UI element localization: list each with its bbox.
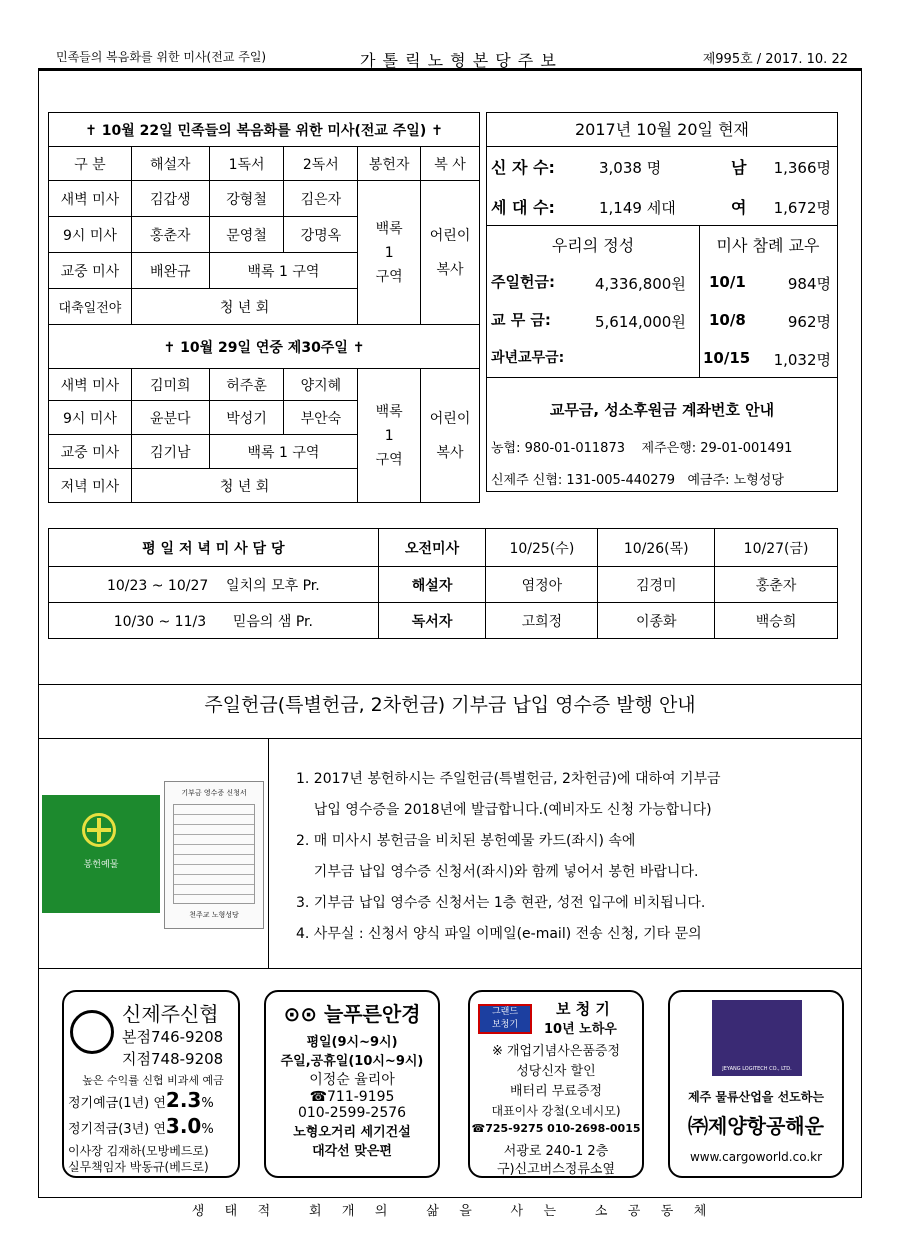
- past-dues-label: 과년교무금:: [491, 350, 565, 366]
- optical-hours-holiday: 주일,공휴일(10시~9시): [280, 1054, 424, 1069]
- ad-shipping: [668, 990, 844, 1178]
- schedule1-title: ✝ 10월 22일 민족들의 복음화를 위한 미사(전교 주일) ✝: [49, 113, 480, 147]
- hearing-address2: 구)신고버스정류소옆: [496, 1162, 616, 1177]
- ad-credit-union: [62, 990, 240, 1178]
- table-cell: 박성기: [209, 401, 284, 435]
- table-cell: 홍춘자: [715, 567, 838, 603]
- table-cell: 교중 미사: [49, 435, 132, 469]
- receipt-form-image: [164, 781, 264, 929]
- accounts-title: 교무금, 성소후원금 계좌번호 안내: [549, 401, 775, 419]
- table-cell: 김미희: [131, 369, 209, 401]
- table-cell: 염정아: [486, 567, 598, 603]
- notice-title: 주일헌금(특별헌금, 2차헌금) 기부금 납입 영수증 발행 안내: [204, 694, 696, 716]
- schedule2-title: ✝ 10월 29일 연중 제30주일 ✝: [49, 325, 480, 369]
- believers-label: 신 자 수:: [491, 158, 555, 177]
- attendance-count: 962명: [787, 313, 831, 331]
- col-offering: 봉헌자: [358, 147, 421, 181]
- branch-tel: 지점748-9208: [122, 1050, 224, 1068]
- table-cell: 백록 1 구역: [209, 435, 358, 469]
- attendance-date: 10/8: [709, 311, 746, 329]
- table-cell: 청 년 회: [131, 469, 357, 503]
- shipping-website-link[interactable]: www.cargoworld.co.kr: [689, 1150, 823, 1164]
- sunday-offering-label: 주일헌금:: [491, 273, 555, 291]
- deposit-rate-value: 2.3: [165, 1088, 202, 1112]
- notice-item: 납입 영수증을 2018년에 발급합니다.(예비자도 신청 가능합니다): [296, 802, 712, 818]
- female-label: 여: [731, 198, 747, 217]
- optical-title: [266, 998, 438, 1027]
- credit-union-logo-icon: [70, 1010, 114, 1054]
- table-cell: 부안숙: [284, 401, 358, 435]
- optical-hours-weekday: 평일(9시~9시): [306, 1035, 398, 1050]
- header-occasion: 민족들의 복음화를 위한 미사(전교 주일): [56, 50, 267, 64]
- believers-value: 3,038 명: [599, 159, 662, 177]
- savings-rate-label: 정기적금(3년) 연: [68, 1122, 166, 1137]
- notice-item: 기부금 납입 영수증 신청서(좌시)와 함께 넣어서 봉헌 바랍니다.: [296, 864, 699, 880]
- table-cell: 저녁 미사: [49, 469, 132, 503]
- hearing-address1: 서광로 240-1 2층: [503, 1144, 609, 1159]
- weekday-period: 10/23 ~ 10/27 일치의 모후 Pr.: [49, 567, 379, 603]
- table-cell: 강명옥: [284, 217, 358, 253]
- optical-address1: 노형오거리 세기건설: [293, 1125, 411, 1140]
- divider: [487, 377, 837, 378]
- male-label: 남: [731, 158, 747, 177]
- server-group: 어린이 복사: [421, 181, 480, 325]
- notice-item: 1. 2017년 봉헌하시는 주일헌금(특별헌금, 2차헌금)에 대하여 기부금: [296, 771, 721, 787]
- date-header: 10/27(금): [715, 529, 838, 567]
- main-branch-tel: 본점746-9208: [122, 1028, 224, 1046]
- households-value: 1,149 세대: [599, 199, 676, 217]
- col-division: 구 분: [49, 147, 132, 181]
- hearing-line: 배터리 무료증정: [509, 1084, 603, 1099]
- attendance-date: 10/1: [709, 273, 746, 291]
- table-cell: 교중 미사: [49, 253, 132, 289]
- female-value: 1,672명: [773, 199, 831, 217]
- hearing-title: 보 청 기: [556, 1000, 610, 1018]
- table-cell: 9시 미사: [49, 217, 132, 253]
- table-cell: 김경미: [598, 567, 715, 603]
- attendance-date: 10/15: [703, 349, 751, 367]
- optical-name: 늘푸른안경: [323, 1002, 421, 1026]
- sunday-offering-value: 4,336,800원: [595, 275, 686, 293]
- dues-label: 교 무 금:: [491, 311, 551, 329]
- col-reading1: 1독서: [209, 147, 284, 181]
- hearing-ceo: 대표이사 강철(오네시모): [491, 1104, 621, 1118]
- table-cell: 허주훈: [209, 369, 284, 401]
- credit-slogan: 높은 수익률 신협 비과세 예금: [82, 1074, 224, 1087]
- mass-schedule-table: [48, 112, 480, 503]
- notice-item: 4. 사무실 : 신청서 양식 파일 이메일(e-mail) 전송 신청, 기타 문의: [296, 926, 702, 942]
- server-group: 어린이 복사: [421, 369, 480, 503]
- weekday-heading: 평 일 저 녁 미 사 담 당: [49, 529, 379, 567]
- date-header: 10/26(목): [598, 529, 715, 567]
- notice-item: 2. 매 미사시 봉헌금을 비치된 봉헌예물 카드(좌시) 속에: [296, 833, 636, 849]
- optical-tel: ☎711-9195: [309, 1089, 395, 1105]
- optical-owner: 이정순 율리아: [309, 1072, 395, 1088]
- morning-mass-heading: 오전미사: [378, 529, 486, 567]
- role-label: 해설자: [378, 567, 486, 603]
- percent-sign: %: [201, 1122, 214, 1137]
- table-cell: 새벽 미사: [49, 369, 132, 401]
- bulletin-header: [38, 42, 862, 70]
- optical-mobile: 010-2599-2576: [297, 1105, 407, 1121]
- col-reading2: 2독서: [284, 147, 358, 181]
- attendance-count: 984명: [787, 275, 831, 293]
- divider: [38, 968, 862, 969]
- credit-manager: 실무책임자 박동규(베드로): [68, 1160, 209, 1174]
- form-grid: [173, 804, 255, 904]
- credit-union-name: 신제주신협: [122, 1002, 219, 1026]
- ad-optical: [264, 990, 440, 1178]
- notice-list: [296, 764, 721, 950]
- attendance-count: 1,032명: [773, 351, 831, 369]
- table-cell: 김은자: [284, 181, 358, 217]
- offering-title: 우리의 정성: [551, 236, 635, 255]
- divider: [38, 684, 862, 685]
- table-cell: 윤분다: [131, 401, 209, 435]
- accounts-line2: 신제주 신협: 131-005-440279 예금주: 노형성당: [491, 473, 784, 488]
- offering-card-image: [42, 795, 160, 913]
- deposit-rate: [68, 1088, 214, 1112]
- divider: [268, 738, 269, 968]
- savings-rate-value: 3.0: [165, 1114, 202, 1138]
- bulletin-footer: 생 태 적 회 개 의 삶 을 사 는 소 공 동 체: [191, 1204, 709, 1219]
- table-cell: 이종화: [598, 603, 715, 639]
- percent-sign: %: [201, 1096, 214, 1111]
- date-header: 10/25(수): [486, 529, 598, 567]
- deposit-rate-label: 정기예금(1년) 연: [68, 1096, 166, 1111]
- glasses-icon: ⊙⊙: [283, 1002, 324, 1026]
- table-cell: 대축일전야: [49, 289, 132, 325]
- ad-hearing-aid: [468, 990, 644, 1178]
- shipping-slogan: 제주 물류산업을 선도하는: [688, 1090, 824, 1104]
- hearing-sub: 10년 노하우: [544, 1022, 617, 1037]
- savings-rate: [68, 1114, 214, 1138]
- offering-group: 백록 1 구역: [358, 181, 421, 325]
- divider: [487, 225, 837, 226]
- hearing-line: ※ 개업기념사은품증정: [491, 1044, 621, 1059]
- hearing-brand-logo: 그랜드 보청기: [478, 1004, 532, 1034]
- form-footer: 천주교 노형성당: [189, 911, 239, 919]
- weekday-period: 10/30 ~ 11/3 믿음의 샘 Pr.: [49, 603, 379, 639]
- form-title: 기부금 영수증 신청서: [181, 789, 247, 797]
- table-cell: 백록 1 구역: [209, 253, 358, 289]
- optical-address2: 대각선 맞은편: [312, 1144, 392, 1159]
- offering-card-label: 봉헌예물: [83, 860, 119, 870]
- table-cell: 강형철: [209, 181, 284, 217]
- table-cell: 새벽 미사: [49, 181, 132, 217]
- table-cell: 청 년 회: [131, 289, 357, 325]
- hearing-line: 성당신자 할인: [516, 1064, 596, 1079]
- male-value: 1,366명: [773, 159, 831, 177]
- attendance-title: 미사 참례 교우: [716, 236, 820, 255]
- table-cell: 고희정: [486, 603, 598, 639]
- table-cell: 문영철: [209, 217, 284, 253]
- table-cell: 백승희: [715, 603, 838, 639]
- hearing-tel: ☎725-9275 010-2698-0015: [471, 1122, 641, 1135]
- bulletin-title: 가 톨 릭 노 형 본 당 주 보: [360, 51, 557, 70]
- jeyang-logo-text: JEYANG LOGITECH CO., LTD.: [722, 1066, 792, 1072]
- credit-ceo: 이사장 김재하(모방베드로): [68, 1144, 209, 1158]
- table-cell: 양지혜: [284, 369, 358, 401]
- weekday-mass-table: [48, 528, 838, 639]
- households-label: 세 대 수:: [491, 198, 555, 217]
- table-cell: 홍춘자: [131, 217, 209, 253]
- accounts-line1: 농협: 980-01-011873 제주은행: 29-01-001491: [491, 441, 793, 456]
- col-commentator: 해설자: [131, 147, 209, 181]
- role-label: 독서자: [378, 603, 486, 639]
- stats-box: [486, 112, 838, 492]
- cross-circle-icon: [82, 813, 116, 847]
- table-cell: 김기남: [131, 435, 209, 469]
- shipping-name: ㈜제양항공해운: [688, 1114, 824, 1138]
- dues-value: 5,614,000원: [595, 313, 686, 331]
- table-cell: 김갑생: [131, 181, 209, 217]
- divider: [38, 738, 862, 739]
- table-cell: 배완규: [131, 253, 209, 289]
- table-cell: 9시 미사: [49, 401, 132, 435]
- notice-item: 3. 기부금 납입 영수증 신청서는 1층 현관, 성전 입구에 비치됩니다.: [296, 895, 706, 911]
- issue-number: 제995호 / 2017. 10. 22: [702, 52, 848, 67]
- jeyang-logo-icon: [712, 1000, 802, 1076]
- stats-date: 2017년 10월 20일 현재: [487, 113, 837, 147]
- offering-group: 백록 1 구역: [358, 369, 421, 503]
- col-server: 복 사: [421, 147, 480, 181]
